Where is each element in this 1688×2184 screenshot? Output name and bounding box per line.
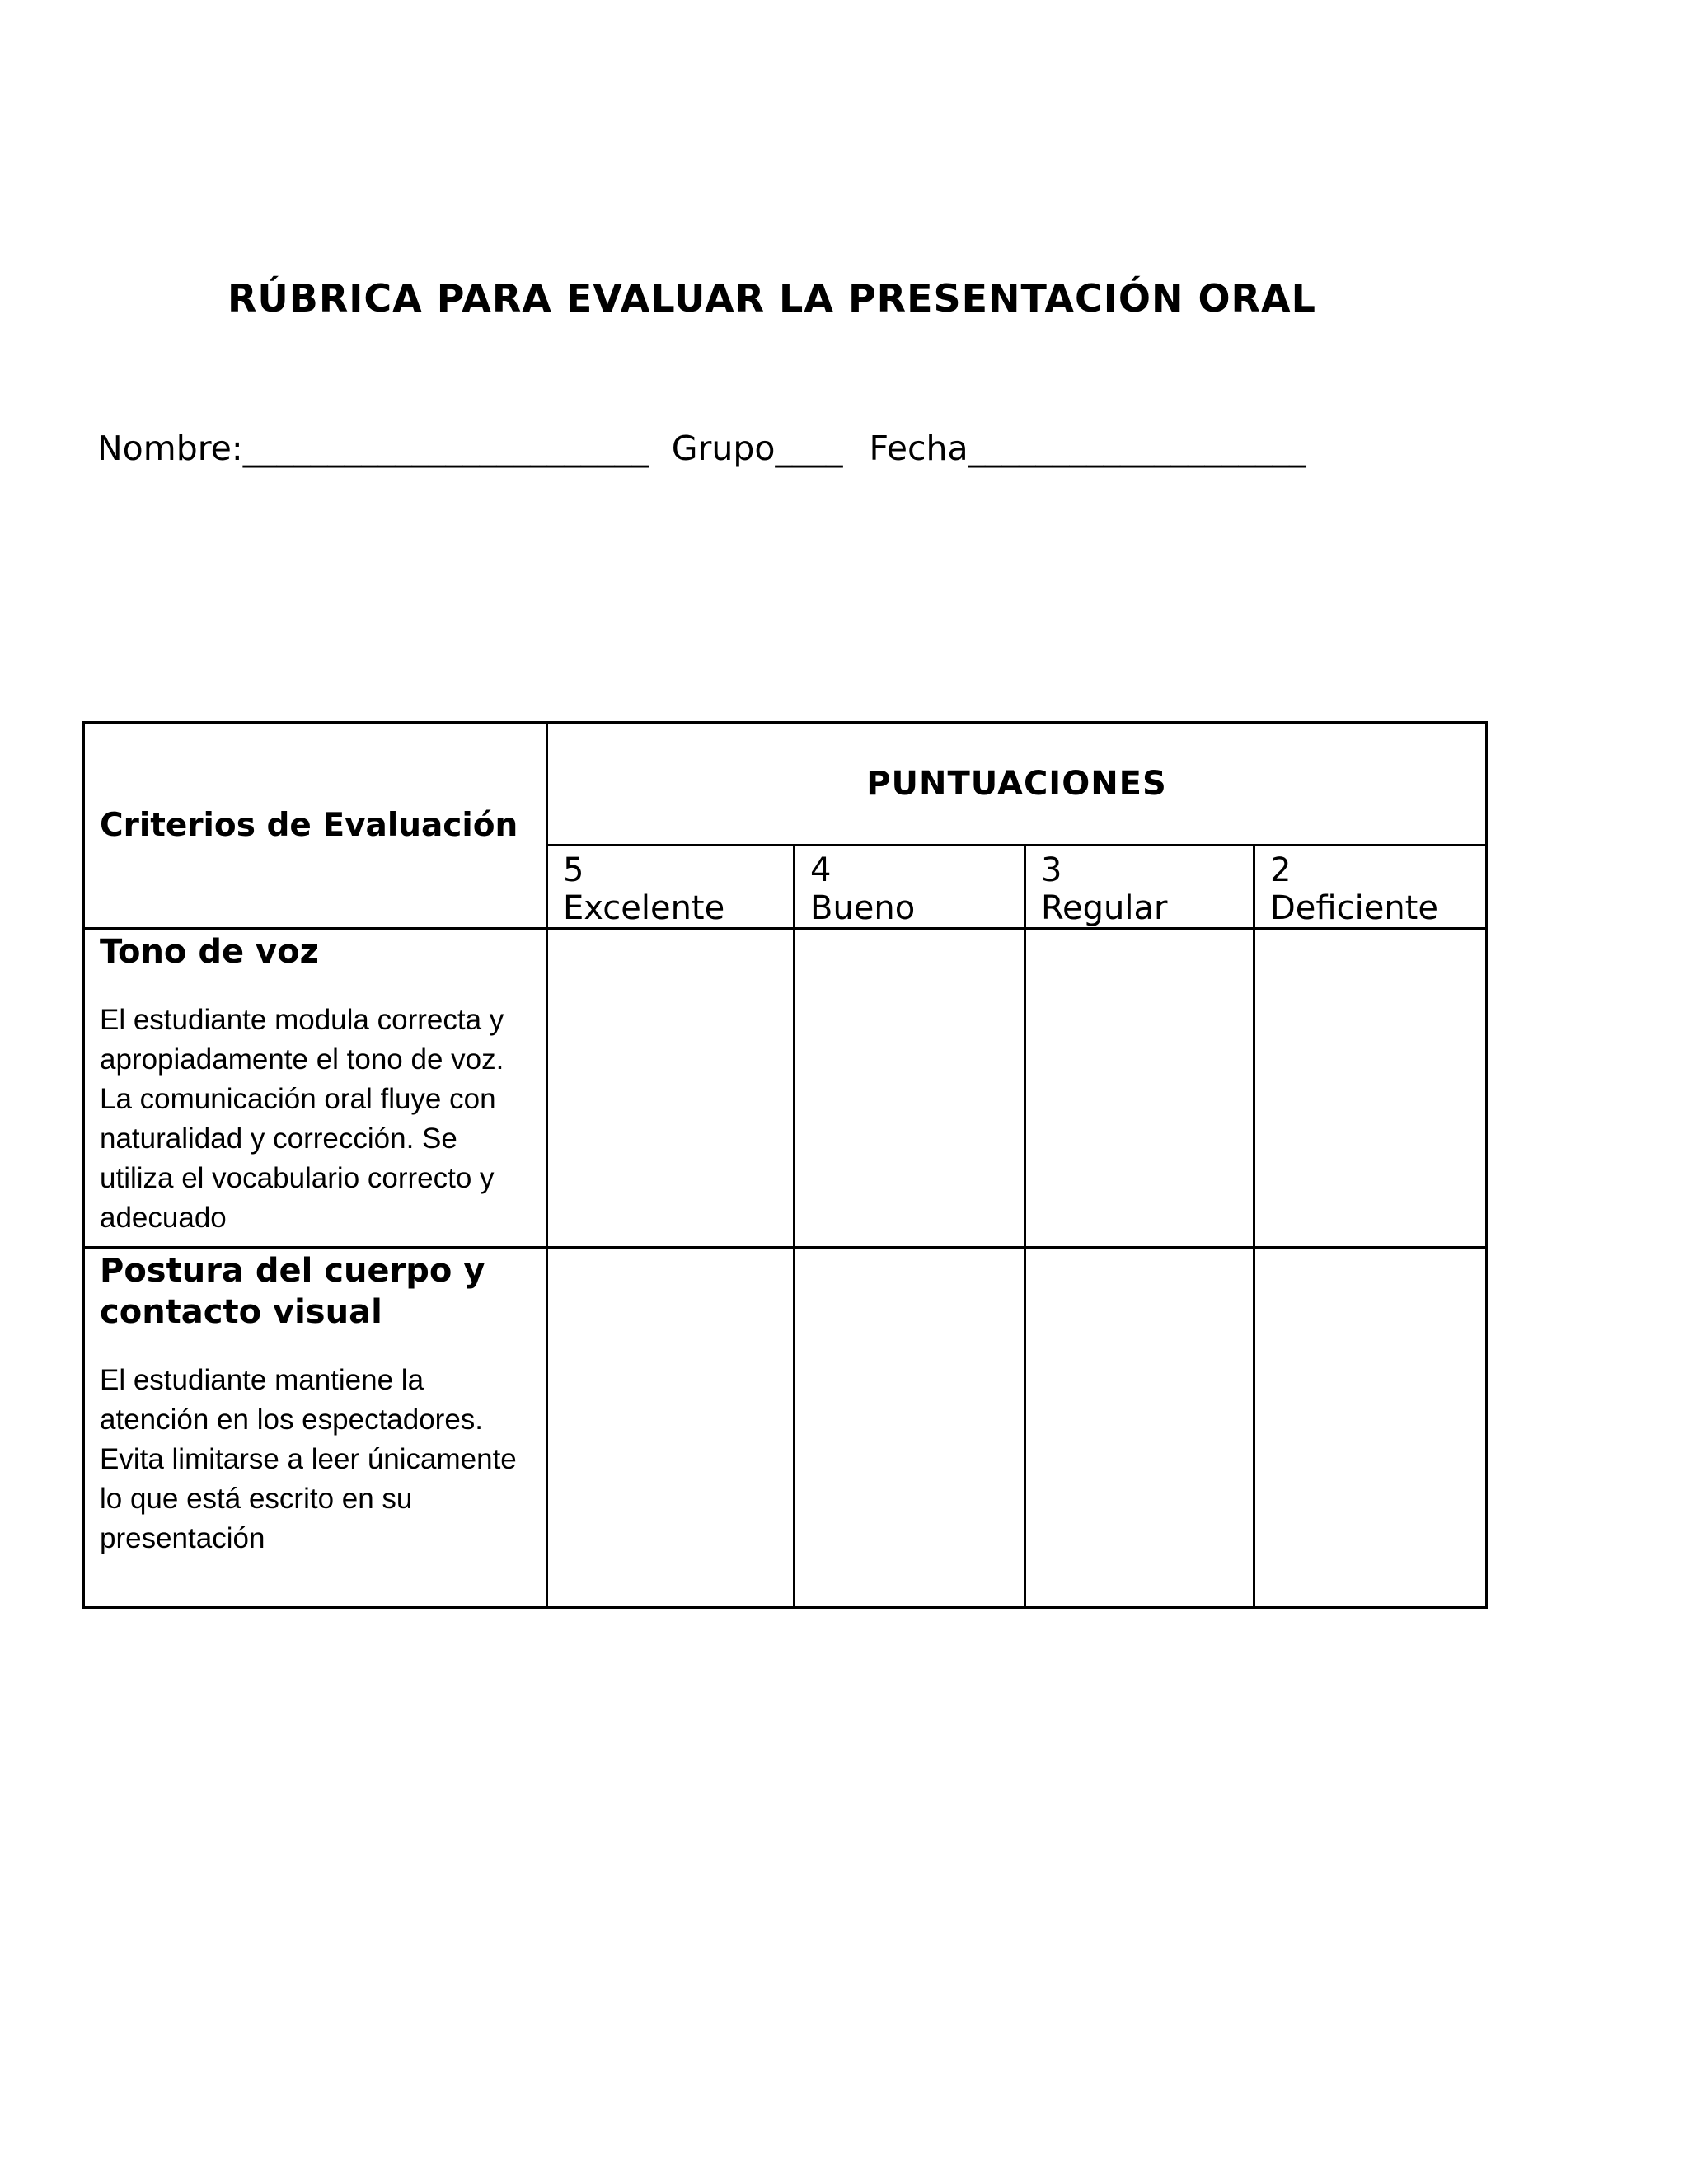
criterion-title: Tono de voz [100,933,319,971]
score-cell-4[interactable] [795,1248,1025,1608]
score-level-4 [795,846,1025,929]
score-level-3 [1025,846,1254,929]
scores-header: PUNTUACIONES [547,723,1487,846]
score-value: 4 [810,851,832,889]
score-value: 5 [563,851,584,889]
score-cell-3[interactable] [1025,929,1254,1248]
rubric-table [82,721,1488,1609]
score-level-5 [547,846,795,929]
criteria-header: Criterios de Evaluación [84,723,547,929]
score-cell-2[interactable] [1254,1248,1487,1608]
score-value: 3 [1041,851,1062,889]
criterion-tono-de-voz [84,929,547,1248]
score-label: Excelente [563,889,725,927]
score-cell-2[interactable] [1254,929,1487,1248]
score-level-2 [1254,846,1487,929]
score-cell-5[interactable] [547,1248,795,1608]
criterion-description: El estudiante modula correcta y apropiadamente el tono de voz. La comunicación oral fluye con naturalidad y corrección. Se utiliza el vocabulario correcto y adecuado [100,1004,504,1234]
criterion-description: El estudiante mantiene la atención en los espectadores. Evita limitarse a leer únicamente lo que está escrito en su presentación [100,1364,517,1554]
grupo-field[interactable]: Grupo____ [671,429,843,468]
score-label: Bueno [810,889,916,927]
table-row [84,1248,1487,1608]
score-label: Regular [1041,889,1168,927]
document-title: RÚBRICA PARA EVALUAR LA PRESENTACIÓN ORAL [227,276,1316,321]
table-row [84,929,1487,1248]
score-cell-4[interactable] [795,929,1025,1248]
score-cell-5[interactable] [547,929,795,1248]
score-value: 2 [1270,851,1292,889]
fecha-field[interactable]: Fecha____________________ [869,429,1306,468]
header-fields [97,429,1306,468]
score-cell-3[interactable] [1025,1248,1254,1608]
score-label: Deficiente [1270,889,1438,927]
criterion-postura [84,1248,547,1608]
criterion-title: Postura del cuerpo y contacto visual [100,1252,485,1331]
nombre-field[interactable]: Nombre:________________________ [97,429,649,468]
